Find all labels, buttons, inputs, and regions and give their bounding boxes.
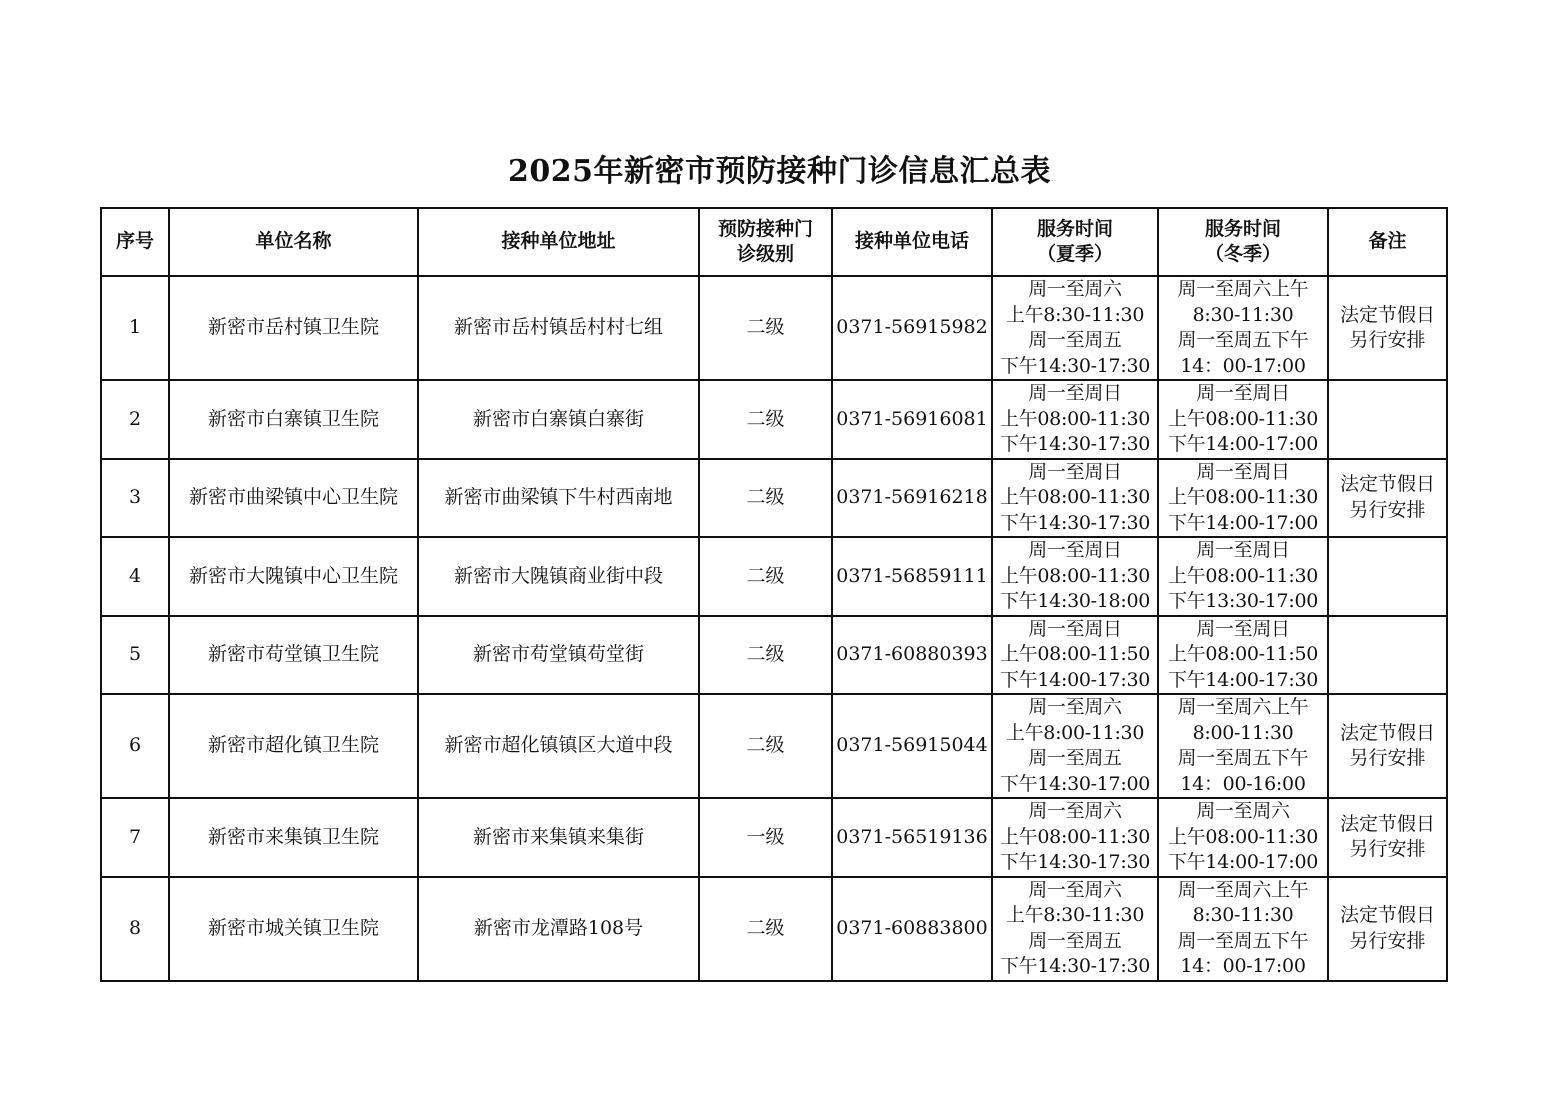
cell-winter <box>1158 798 1328 877</box>
cell-address: 新密市白寨镇白寨街 <box>418 380 699 459</box>
header-phone: 接种单位电话 <box>832 208 992 276</box>
header-note: 备注 <box>1328 208 1447 276</box>
cell-level: 一级 <box>699 798 832 877</box>
cell-summer-line: 周一至周五 <box>1028 747 1122 769</box>
cell-winter-line: 周一至周五下午 <box>1177 929 1309 952</box>
table-body <box>101 276 1447 981</box>
cell-phone: 0371-56519136 <box>832 798 992 877</box>
cell-note <box>1328 694 1447 798</box>
table-row <box>101 537 1447 616</box>
cell-phone: 0371-56859111 <box>832 537 992 616</box>
header-row <box>101 208 1447 276</box>
cell-summer <box>992 380 1158 459</box>
cell-summer-line: 下午14:30-17:30 <box>999 851 1151 873</box>
cell-note-line: 另行安排 <box>1349 498 1426 521</box>
cell-name: 新密市大隗镇中心卫生院 <box>169 537 418 616</box>
cell-winter-line: 上午08:00-11:30 <box>1167 486 1319 508</box>
cell-winter-line: 下午14:00-17:30 <box>1167 668 1319 691</box>
cell-name: 新密市城关镇卫生院 <box>169 877 418 981</box>
cell-winter <box>1158 276 1328 380</box>
cell-note-line: 法定节假日 <box>1339 721 1435 744</box>
cell-level: 二级 <box>699 694 832 798</box>
page-title: 2025年新密市预防接种门诊信息汇总表 <box>508 154 1051 189</box>
cell-winter-line: 周一至周六 <box>1196 800 1290 822</box>
cell-winter-line: 周一至周日 <box>1196 617 1290 640</box>
cell-level: 二级 <box>699 537 832 616</box>
cell-summer-line: 周一至周日 <box>1028 617 1122 640</box>
cell-summer-line: 上午08:00-11:30 <box>999 486 1151 508</box>
cell-summer-line: 上午8:30-11:30 <box>1005 303 1145 326</box>
cell-winter-line: 下午14:00-17:00 <box>1167 433 1319 455</box>
cell-seq: 1 <box>101 276 169 380</box>
cell-summer-line: 周一至周五 <box>1028 329 1122 351</box>
cell-name: 新密市曲梁镇中心卫生院 <box>169 459 418 538</box>
cell-name: 新密市苟堂镇卫生院 <box>169 616 418 695</box>
cell-note <box>1328 276 1447 380</box>
cell-summer-line: 下午14:30-17:30 <box>999 955 1151 977</box>
cell-summer <box>992 537 1158 616</box>
cell-address: 新密市超化镇镇区大道中段 <box>418 694 699 798</box>
cell-phone: 0371-56916218 <box>832 459 992 538</box>
cell-winter <box>1158 877 1328 981</box>
cell-seq: 3 <box>101 459 169 538</box>
header-summer-line: （夏季） <box>1036 243 1113 265</box>
cell-winter-line: 周一至周日 <box>1196 382 1290 404</box>
cell-summer <box>992 459 1158 538</box>
cell-winter <box>1158 616 1328 695</box>
cell-winter <box>1158 459 1328 538</box>
cell-summer-line: 周一至周六 <box>1028 696 1122 718</box>
header-seq: 序号 <box>101 208 169 276</box>
cell-name: 新密市白寨镇卫生院 <box>169 380 418 459</box>
cell-summer-line: 下午14:00-17:30 <box>999 668 1151 691</box>
cell-winter-line: 8:00-11:30 <box>1192 721 1294 744</box>
table-row <box>101 877 1447 981</box>
cell-summer-line: 周一至周六 <box>1028 800 1122 822</box>
cell-summer <box>992 798 1158 877</box>
cell-summer <box>992 276 1158 380</box>
cell-summer-line: 上午08:00-11:50 <box>999 643 1151 665</box>
cell-winter-line: 周一至周五下午 <box>1177 329 1309 351</box>
cell-seq: 4 <box>101 537 169 616</box>
cell-summer-line: 周一至周五 <box>1028 929 1122 952</box>
cell-summer-line: 周一至周六 <box>1028 878 1122 901</box>
cell-seq: 8 <box>101 877 169 981</box>
cell-winter-line: 上午08:00-11:30 <box>1167 407 1319 430</box>
cell-address: 新密市来集镇来集街 <box>418 798 699 877</box>
cell-phone: 0371-60883800 <box>832 877 992 981</box>
cell-seq: 2 <box>101 380 169 459</box>
cell-name: 新密市超化镇卫生院 <box>169 694 418 798</box>
cell-note <box>1328 877 1447 981</box>
cell-address: 新密市龙潭路108号 <box>418 877 699 981</box>
cell-winter-line: 14：00-16:00 <box>1180 772 1306 795</box>
header-winter-line: 服务时间 <box>1204 217 1281 240</box>
cell-address: 新密市岳村镇岳村村七组 <box>418 276 699 380</box>
cell-summer <box>992 694 1158 798</box>
cell-note-line: 法定节假日 <box>1339 303 1435 326</box>
cell-note-line: 另行安排 <box>1349 329 1426 351</box>
cell-winter-line: 周一至周六上午 <box>1177 278 1309 300</box>
cell-address: 新密市苟堂镇苟堂街 <box>418 616 699 695</box>
header-winter-line: （冬季） <box>1204 243 1281 265</box>
cell-winter-line: 8:30-11:30 <box>1192 904 1294 926</box>
cell-winter-line: 下午13:30-17:00 <box>1167 590 1319 612</box>
cell-note-line: 法定节假日 <box>1339 904 1435 926</box>
cell-note <box>1328 380 1447 459</box>
cell-summer-line: 上午8:00-11:30 <box>1005 721 1145 744</box>
table-row <box>101 380 1447 459</box>
cell-note <box>1328 616 1447 695</box>
cell-winter-line: 14：00-17:00 <box>1180 354 1306 377</box>
cell-summer-line: 下午14:30-18:00 <box>999 590 1151 612</box>
cell-note-line: 法定节假日 <box>1339 473 1435 496</box>
cell-winter-line: 周一至周日 <box>1196 539 1290 561</box>
cell-winter-line: 下午14:00-17:00 <box>1167 511 1319 534</box>
cell-winter-line: 周一至周六上午 <box>1177 878 1309 901</box>
header-summer <box>992 208 1158 276</box>
cell-note-line: 另行安排 <box>1349 747 1426 769</box>
cell-summer <box>992 877 1158 981</box>
cell-winter <box>1158 537 1328 616</box>
table-row <box>101 276 1447 380</box>
cell-summer-line: 周一至周日 <box>1028 460 1122 483</box>
cell-winter-line: 上午08:00-11:50 <box>1167 643 1319 665</box>
header-winter <box>1158 208 1328 276</box>
cell-seq: 6 <box>101 694 169 798</box>
cell-summer <box>992 616 1158 695</box>
cell-level: 二级 <box>699 459 832 538</box>
cell-summer-line: 上午8:30-11:30 <box>1005 904 1145 926</box>
cell-level: 二级 <box>699 616 832 695</box>
cell-phone: 0371-56915982 <box>832 276 992 380</box>
cell-level: 二级 <box>699 380 832 459</box>
cell-winter-line: 14：00-17:00 <box>1180 955 1306 977</box>
cell-note-line: 法定节假日 <box>1339 812 1435 835</box>
cell-name: 新密市岳村镇卫生院 <box>169 276 418 380</box>
clinic-info-table <box>100 207 1448 982</box>
header-address: 接种单位地址 <box>418 208 699 276</box>
table-row <box>101 798 1447 877</box>
cell-note-line: 另行安排 <box>1349 929 1426 952</box>
cell-winter-line: 周一至周六上午 <box>1177 696 1309 718</box>
cell-address: 新密市曲梁镇下牛村西南地 <box>418 459 699 538</box>
header-summer-line: 服务时间 <box>1036 217 1113 240</box>
cell-summer-line: 上午08:00-11:30 <box>999 564 1151 587</box>
cell-note-line: 另行安排 <box>1349 838 1426 861</box>
cell-phone: 0371-56915044 <box>832 694 992 798</box>
table-row <box>101 459 1447 538</box>
cell-summer-line: 下午14:30-17:00 <box>999 772 1151 795</box>
cell-phone: 0371-56916081 <box>832 380 992 459</box>
cell-winter-line: 上午08:00-11:30 <box>1167 564 1319 587</box>
cell-note <box>1328 798 1447 877</box>
cell-winter-line: 下午14:00-17:00 <box>1167 851 1319 873</box>
cell-note <box>1328 537 1447 616</box>
cell-level: 二级 <box>699 877 832 981</box>
header-name: 单位名称 <box>169 208 418 276</box>
cell-winter <box>1158 694 1328 798</box>
cell-address: 新密市大隗镇商业街中段 <box>418 537 699 616</box>
cell-seq: 7 <box>101 798 169 877</box>
cell-name: 新密市来集镇卫生院 <box>169 798 418 877</box>
cell-summer-line: 下午14:30-17:30 <box>999 511 1151 534</box>
header-level <box>699 208 832 276</box>
cell-winter-line: 8:30-11:30 <box>1192 303 1294 326</box>
cell-summer-line: 周一至周六 <box>1028 278 1122 300</box>
cell-summer-line: 周一至周日 <box>1028 539 1122 561</box>
cell-level: 二级 <box>699 276 832 380</box>
table-row <box>101 616 1447 695</box>
cell-summer-line: 上午08:00-11:30 <box>999 825 1151 848</box>
cell-winter-line: 周一至周日 <box>1196 460 1290 483</box>
header-level-line: 诊级别 <box>736 243 794 265</box>
cell-summer-line: 下午14:30-17:30 <box>999 354 1151 377</box>
cell-winter-line: 周一至周五下午 <box>1177 747 1309 769</box>
cell-phone: 0371-60880393 <box>832 616 992 695</box>
header-level-line: 预防接种门 <box>717 217 813 240</box>
cell-winter <box>1158 380 1328 459</box>
cell-note <box>1328 459 1447 538</box>
table-row <box>101 694 1447 798</box>
cell-summer-line: 下午14:30-17:30 <box>999 433 1151 455</box>
cell-winter-line: 上午08:00-11:30 <box>1167 825 1319 848</box>
cell-seq: 5 <box>101 616 169 695</box>
cell-summer-line: 上午08:00-11:30 <box>999 407 1151 430</box>
cell-summer-line: 周一至周日 <box>1028 382 1122 404</box>
